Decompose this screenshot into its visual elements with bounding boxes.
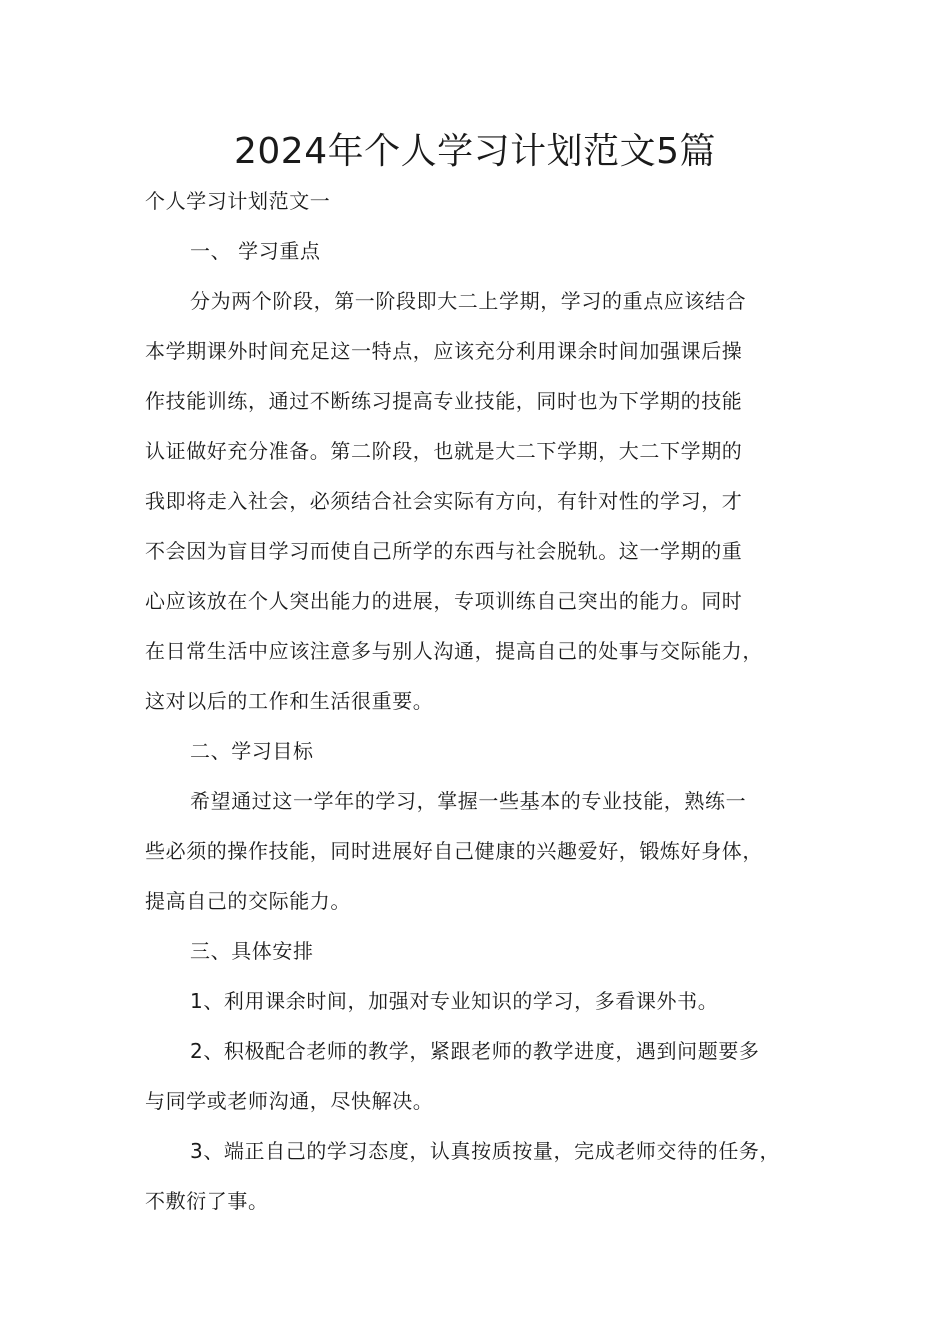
list-item-3: 3、端正自己的学习态度，认真按质按量，完成老师交待的任务， bbox=[190, 1139, 781, 1163]
paragraph-line: 我即将走入社会，必须结合社会实际有方向，有针对性的学习，才 bbox=[145, 489, 743, 513]
list-item-2: 2、积极配合老师的教学，紧跟老师的教学进度，遇到问题要多 bbox=[190, 1039, 760, 1063]
list-item-1: 1、利用课余时间，加强对专业知识的学习，多看课外书。 bbox=[190, 989, 719, 1013]
paragraph-line: 与同学或老师沟通，尽快解决。 bbox=[145, 1089, 434, 1113]
paragraph-line: 分为两个阶段，第一阶段即大二上学期，学习的重点应该结合 bbox=[190, 289, 747, 313]
paragraph-line: 些必须的操作技能，同时进展好自己健康的兴趣爱好，锻炼好身体， bbox=[145, 839, 763, 863]
paragraph-line: 在日常生活中应该注意多与别人沟通，提高自己的处事与交际能力， bbox=[145, 639, 763, 663]
paragraph-line: 提高自己的交际能力。 bbox=[145, 889, 351, 913]
heading-study-focus: 一、 学习重点 bbox=[190, 239, 321, 263]
paragraph-line: 希望通过这一学年的学习，掌握一些基本的专业技能，熟练一 bbox=[190, 789, 747, 813]
paragraph-line: 不敷衍了事。 bbox=[145, 1189, 269, 1213]
heading-specific-plan: 三、具体安排 bbox=[190, 939, 314, 963]
paragraph-line: 本学期课外时间充足这一特点，应该充分利用课余时间加强课后操 bbox=[145, 339, 743, 363]
heading-study-goals: 二、学习目标 bbox=[190, 739, 314, 763]
paragraph-line: 心应该放在个人突出能力的进展，专项训练自己突出的能力。同时 bbox=[145, 589, 743, 613]
paragraph-line: 不会因为盲目学习而使自己所学的东西与社会脱轨。这一学期的重 bbox=[145, 539, 743, 563]
paragraph-line: 这对以后的工作和生活很重要。 bbox=[145, 689, 434, 713]
paragraph-line: 认证做好充分准备。第二阶段，也就是大二下学期，大二下学期的 bbox=[145, 439, 743, 463]
paragraph-line: 作技能训练，通过不断练习提高专业技能，同时也为下学期的技能 bbox=[145, 389, 743, 413]
section-heading: 个人学习计划范文一 bbox=[145, 189, 331, 213]
document-title: 2024年个人学习计划范文5篇 bbox=[233, 131, 717, 172]
document-body bbox=[145, 176, 829, 1226]
